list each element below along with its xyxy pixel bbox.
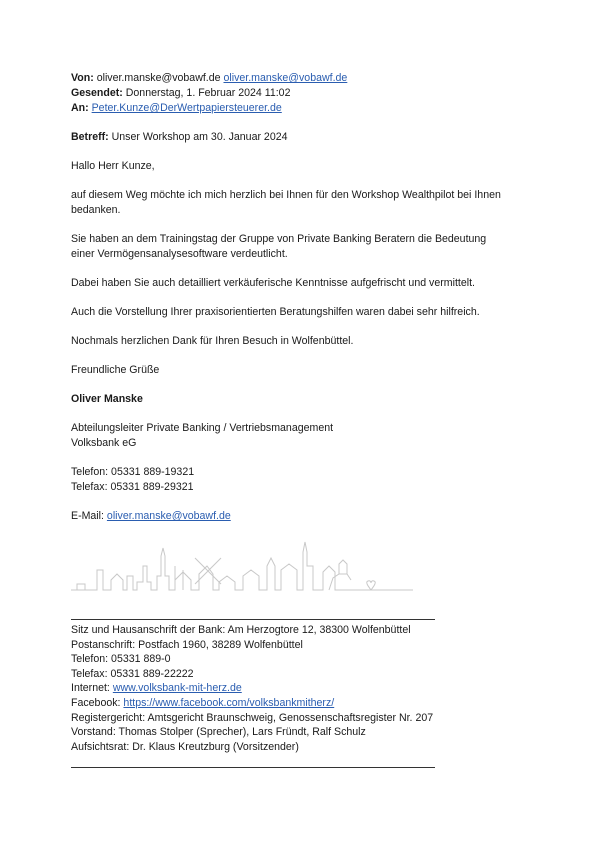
signature-fax: Telefax: 05331 889-29321 [71,481,194,493]
signature-email-label: E-Mail: [71,510,104,522]
from-label: Von: [71,72,94,84]
paragraph-1-line-1: auf diesem Weg möchte ich mich herzlich bei Ihnen für den Workshop Wealthpilot bei Ihnen [71,189,501,201]
from-row [71,71,531,86]
paragraph-4: Auch die Vorstellung Ihrer praxisorientierten Beratungshilfen waren dabei sehr hilfreich. [71,306,480,318]
paragraph-2-line-1: Sie haben an dem Trainingstag der Gruppe von Private Banking Beratern die Bedeutung [71,233,487,245]
email-document [71,71,531,524]
footer-registry: Registergericht: Amtsgericht Braunschweig, Genossenschaftsregister Nr. 207 [71,711,434,724]
footer-facebook-row [71,696,541,711]
subject-value: Unser Workshop am 30. Januar 2024 [111,131,288,143]
footer-facebook-link[interactable]: https://www.facebook.com/volksbankmitherz/ [123,696,335,709]
signature-email-link[interactable]: oliver.manske@vobawf.de [106,510,231,522]
footer-internet-link[interactable]: www.volksbank-mit-herz.de [112,682,242,695]
from-email-link[interactable]: oliver.manske@vobawf.de [223,72,348,84]
sent-row [71,86,531,101]
sent-label: Gesendet: [71,87,123,99]
footer-fax: Telefax: 05331 889-22222 [71,667,194,680]
signature-title: Abteilungsleiter Private Banking / Vertriebsmanagement [71,422,334,434]
footer-postal: Postanschrift: Postfach 1960, 38289 Wolfenbüttel [71,638,303,651]
to-row [71,101,531,116]
footer-divider-top [71,619,435,620]
footer-phone: Telefon: 05331 889-0 [71,653,171,666]
subject-label: Betreff: [71,131,109,143]
paragraph-5: Nochmals herzlichen Dank für Ihren Besuch in Wolfenbüttel. [71,335,354,347]
footer-supervisory: Aufsichtsrat: Dr. Klaus Kreutzburg (Vorsitzender) [71,740,299,753]
to-label: An: [71,102,89,114]
bank-footer [71,623,541,754]
paragraph-2-line-2: einer Vermögensanalysesoftware verdeutlicht. [71,248,288,260]
signature-company: Volksbank eG [71,437,137,449]
signature-name: Oliver Manske [71,393,143,405]
signature-email-row [71,509,531,524]
paragraph-1-line-2: bedanken. [71,204,121,216]
footer-board: Vorstand: Thomas Stolper (Sprecher), Lars Fründt, Ralf Schulz [71,726,366,739]
to-email-link[interactable]: Peter.Kunze@DerWertpapiersteuerer.de [91,102,282,114]
footer-divider-bottom [71,767,435,768]
footer-facebook-label: Facebook: [71,696,121,709]
town-skyline-graphic [71,536,413,596]
closing: Freundliche Grüße [71,364,160,376]
signature-phone: Telefon: 05331 889-19321 [71,466,195,478]
footer-internet-label: Internet: [71,682,110,695]
subject-row [71,130,531,145]
paragraph-3: Dabei haben Sie auch detailliert verkäuferische Kenntnisse aufgefrischt und vermittelt. [71,277,475,289]
sent-value: Donnerstag, 1. Februar 2024 11:02 [125,87,291,99]
footer-internet-row [71,681,541,696]
footer-address: Sitz und Hausanschrift der Bank: Am Herzogtore 12, 38300 Wolfenbüttel [71,624,411,636]
greeting: Hallo Herr Kunze, [71,160,155,172]
from-name: oliver.manske@vobawf.de [96,72,221,84]
